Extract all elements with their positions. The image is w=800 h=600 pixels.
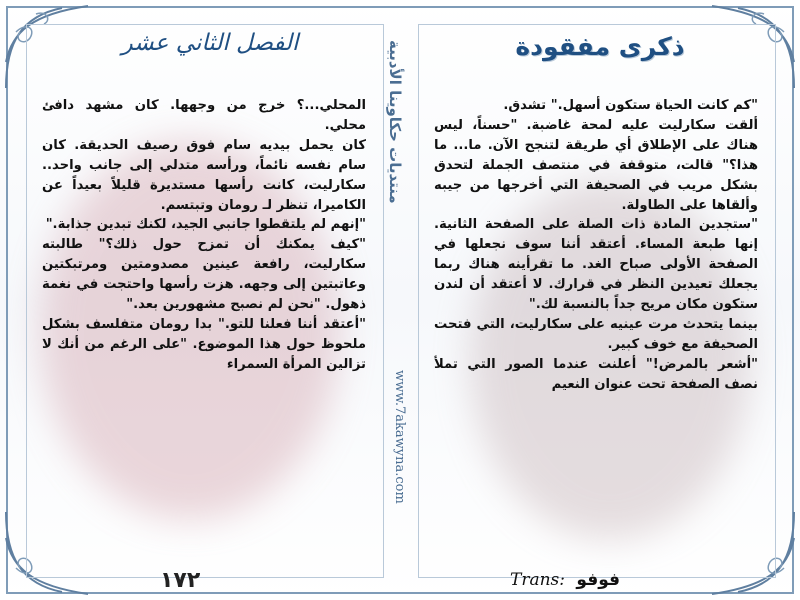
paragraph: المحلي...؟ خرج من وجهها. كان مشهد دافئ محلي. xyxy=(42,98,366,133)
paragraph: كان يحمل بيديه سام فوق رصيف الحديقة. كان سام نفسه نائماً، ورأسه متدلي إلى جانب واحد.. سكارليت، كانت رأسها مستديرة قليلاً بعيداً عن الكاميرا، تنظر لـ رومان وتبتسم. xyxy=(42,137,366,213)
paragraph: "إنهم لم يلتقطوا جانبي الجيد، لكنك تبدين جذابة." xyxy=(45,217,366,233)
paragraph: "أشعر بالمرض!" أعلنت عندما الصور التي تملأ نصف الصفحة تحت عنوان النعيم xyxy=(434,356,758,392)
paragraph: "كم كانت الحياة ستكون أسهل." تشدق. xyxy=(503,98,758,113)
paragraph: "كيف يمكنك أن تمزح حول ذلك؟" طالبته سكارليت، رافعة عينين مصدومتين ومرتبكتين وعاتبتين إلى وجهه. هزت رأسها واحتجت في نغمة ذهول. "نحن لم نصبح مشهورين بعد." xyxy=(42,237,366,313)
paragraph: ألقت سكارليت عليه لمحة غاضبة. "حسناً، ليس هناك على الإطلاق أي طريقة لتنجح الآن. ما... ما هذا؟" قالت، متوقفة في منتصف الجملة لتحدق بشكل مريب في الصحيفة التي أخرجها من جيبه وألقاها على الطاولة. xyxy=(434,117,758,213)
left-page-text xyxy=(42,96,366,544)
forum-url[interactable]: www.7akawyna.com xyxy=(392,370,407,504)
right-page-text xyxy=(434,96,758,544)
chapter-title: الفصل الثاني عشر xyxy=(121,30,299,56)
translator-credit xyxy=(510,570,620,590)
paragraph: بينما يتحدث مرت عينيه على سكارليت، التي فتحت الصحيفة مع خوف كبير. xyxy=(434,316,758,352)
translator-name: فوفو xyxy=(576,570,621,590)
translator-label: Trans: xyxy=(510,570,566,590)
paragraph: "أعتقد أننا فعلنا للتو." بدا رومان متفلسف بشكل ملحوظ حول هذا الموضوع. "على الرغم من أنك لا تزالين المرأة السمراء xyxy=(42,316,366,372)
forum-name: منتديات حكاوينا الأدبية xyxy=(386,40,404,204)
story-title: ذكرى مفقودة xyxy=(515,32,685,61)
paragraph: "ستجدين المادة ذات الصلة على الصفحة الثانية. إنها طبعة المساء. أعتقد أننا سوف نجعلها في الصفحة الأولى صباح الغد. ما تقرأينه هناك ربما يجعلك تعيدين النظر في قرارك. لا أعتقد أن لندن ستكون مكان مريح جداً بالنسبة لك." xyxy=(434,217,758,313)
page-number: ١٧٢ xyxy=(160,568,201,593)
